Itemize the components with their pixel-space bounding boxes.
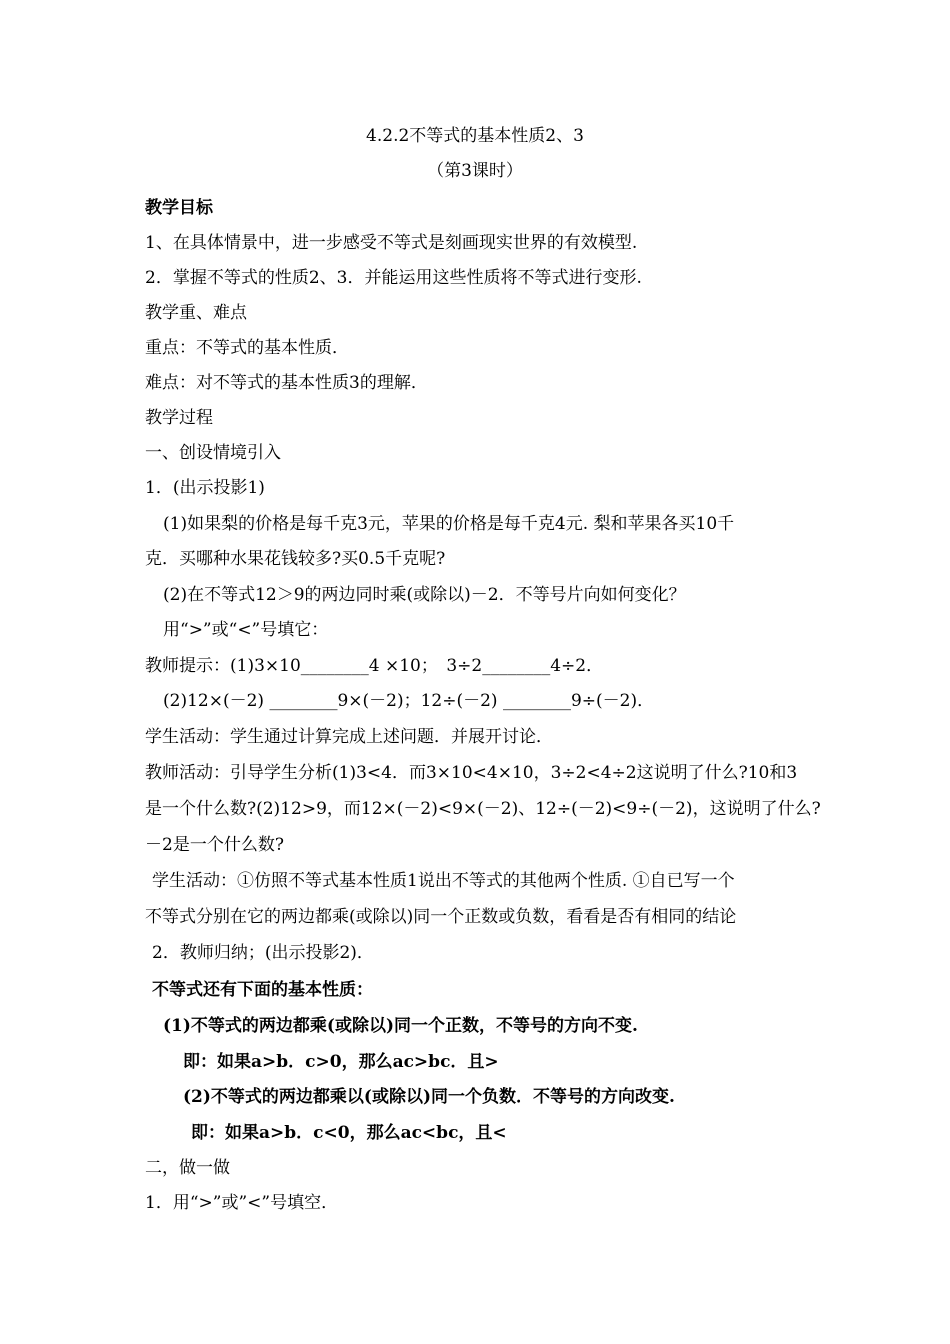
section-heading: 教学目标 — [145, 198, 213, 218]
section-heading: 教学过程 — [145, 408, 213, 428]
text-line: 学生活动：学生通过计算完成上述问题．并展开讨论． — [145, 727, 553, 747]
text-line: (1)不等式的两边都乘(或除以)同一个正数，不等号的方向不变. — [163, 1016, 638, 1036]
text-line: (2)不等式的两边都乘以(或除以)同一个负数．不等号的方向改变. — [183, 1087, 675, 1107]
text-line: 1．用“>”或”<”号填空． — [145, 1193, 339, 1213]
text-line: 克．买哪种水果花钱较多?买0.5千克呢? — [145, 549, 446, 569]
text-line: 一、创设情境引入 — [145, 443, 281, 463]
text-line: 教师提示：(1)3×10________4 ×10； 3÷2________4÷2． — [145, 656, 604, 676]
text-line: (2)在不等式12＞9的两边同时乘(或除以)－2．不等号片向如何变化？ — [163, 585, 686, 605]
text-line: 学生活动：①仿照不等式基本性质1说出不等式的其他两个性质. ①自已写一个 — [152, 871, 735, 891]
section-heading: 教学重、难点 — [145, 303, 247, 323]
text-line: (2)12×(－2) ________9×(－2)；12÷(－2) ________9÷(－2)． — [163, 691, 655, 711]
text-line: 用“>”或“<”号填它： — [163, 620, 329, 640]
text-line: 1．(出示投影1) — [145, 478, 265, 498]
text-line: 教师活动：引导学生分析(1)3<4．而3×10<4×10，3÷2<4÷2这说明了什么?10和3 — [145, 763, 798, 783]
text-line: 不等式还有下面的基本性质： — [152, 980, 373, 1000]
text-line: －2是一个什么数? — [145, 835, 284, 855]
text-line: 是一个什么数?(2)12>9，而12×(－2)<9×(－2)、12÷(－2)<9÷(－2)，这说明了什么? — [145, 799, 821, 819]
text-line: 不等式分别在它的两边都乘(或除以)同一个正数或负数，看看是否有相同的结论 — [145, 907, 737, 927]
section-heading: 二，做一做 — [145, 1158, 230, 1178]
text-line: (1)如果梨的价格是每千克3元，苹果的价格是每千克4元. 梨和苹果各买10千 — [163, 514, 735, 534]
text-line: 1、在具体情景中，进一步感受不等式是刻画现实世界的有效模型. — [145, 233, 638, 253]
lesson-title: 4.2.2不等式的基本性质2、3 — [366, 126, 584, 146]
text-line: 即：如果a>b．c<0，那么ac<bc，且< — [191, 1123, 507, 1143]
text-line: 2．掌握不等式的性质2、3．并能运用这些性质将不等式进行变形. — [145, 268, 642, 288]
text-line: 即：如果a>b．c>0，那么ac>bc．且> — [183, 1052, 499, 1072]
lesson-subtitle: （第3课时） — [427, 161, 523, 181]
text-line: 重点：不等式的基本性质． — [145, 338, 349, 358]
text-line: 2．教师归纳；(出示投影2)． — [152, 943, 374, 963]
text-line: 难点：对不等式的基本性质3的理解． — [145, 373, 428, 393]
